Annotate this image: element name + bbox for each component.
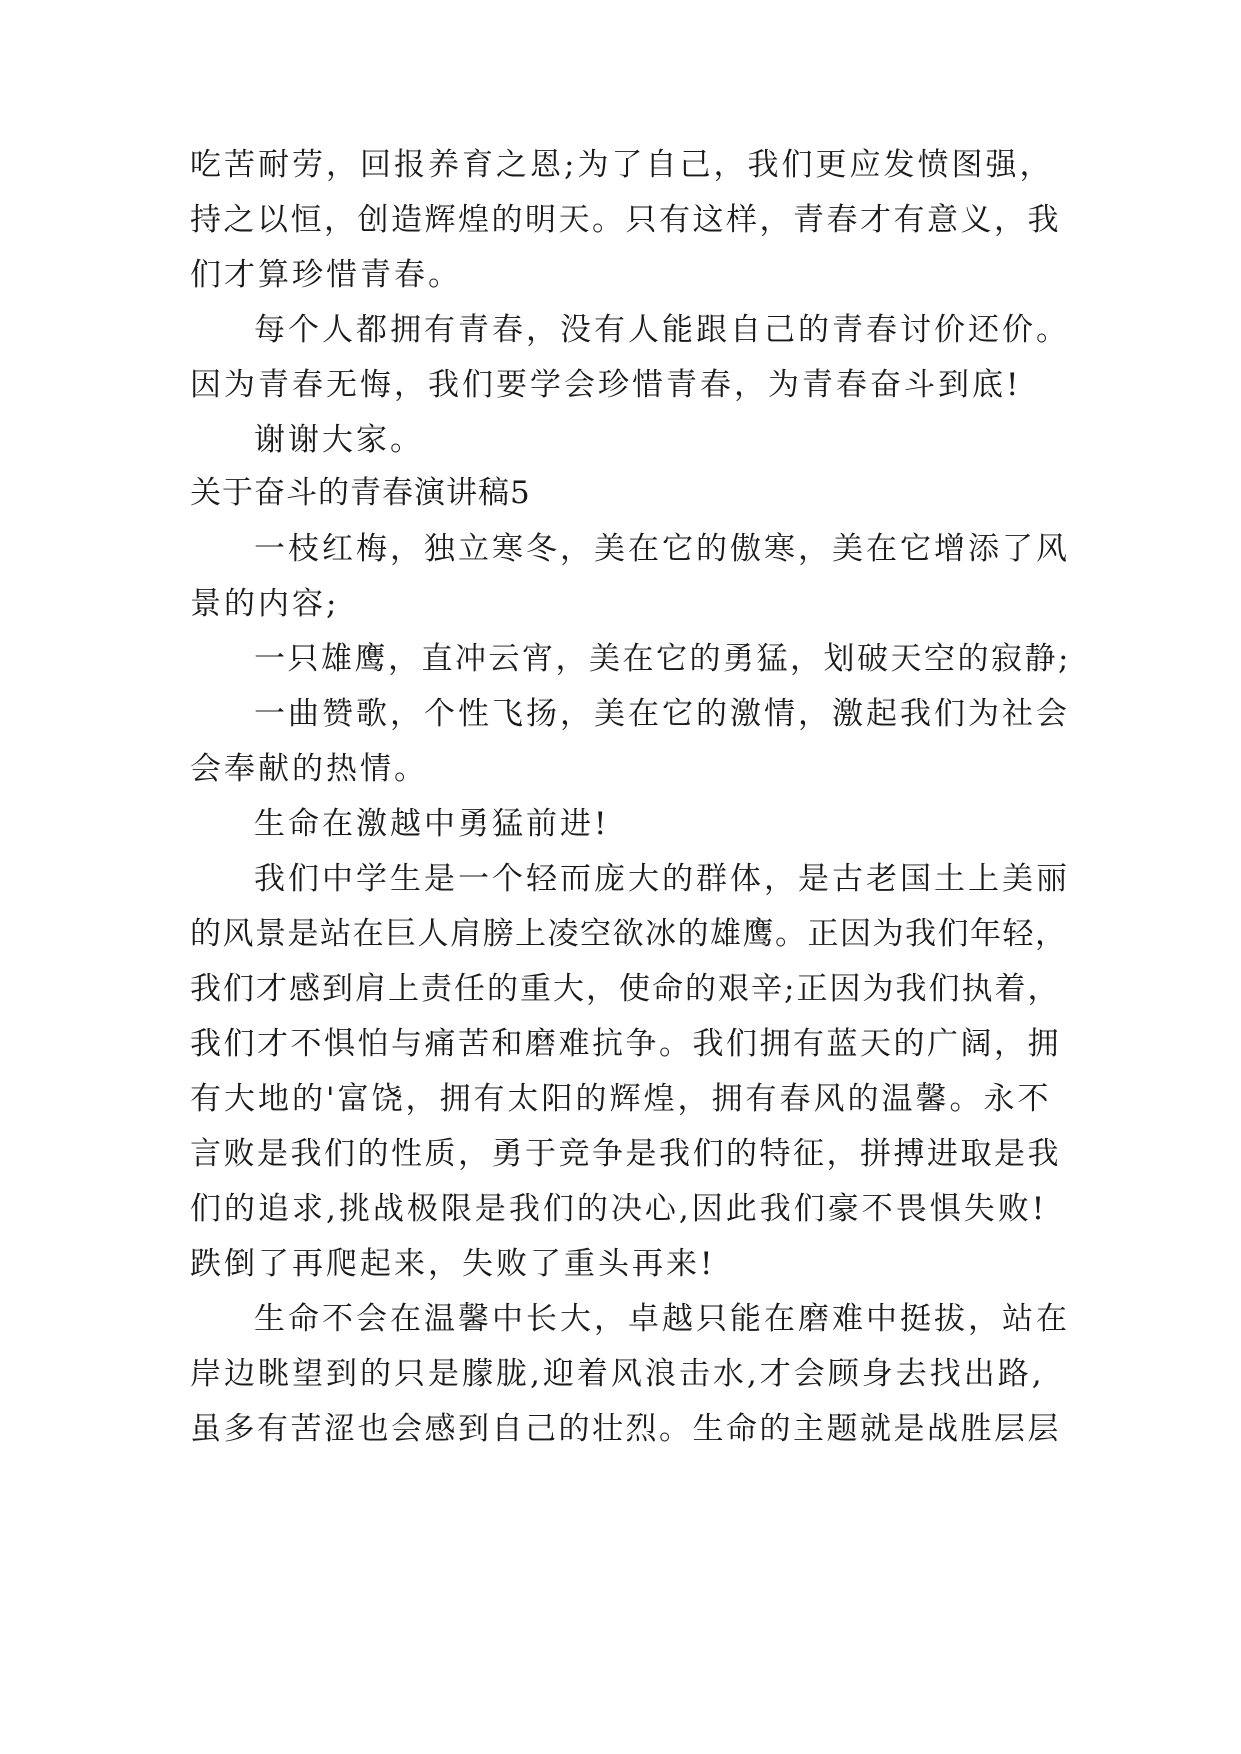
text-line: 会奉献的热情。 [190, 751, 428, 787]
paragraph-start-line: 生命在激越中勇猛前进! [254, 806, 610, 842]
text-line: 我们才感到肩上责任的重大，使命的艰辛;正因为我们执着， [190, 971, 1061, 1007]
paragraph-start-line: 一只雄鹰，直冲云宵，美在它的勇猛，划破天空的寂静; [254, 641, 1071, 677]
paragraph-start-line: 我们中学生是一个轻而庞大的群体，是古老国土上美丽 [254, 861, 1070, 897]
paragraph-start-line: 每个人都拥有青春，没有人能跟自己的青春讨价还价。 [254, 312, 1070, 348]
paragraph-start-line: 一枝红梅，独立寒冬，美在它的傲寒，美在它增添了风 [254, 531, 1070, 567]
text-line: 景的内容; [190, 586, 340, 622]
text-line: 因为青春无悔，我们要学会珍惜青春，为青春奋斗到底! [190, 367, 1022, 403]
text-line: 虽多有苦涩也会感到自己的壮烈。生命的主题就是战胜层层 [190, 1411, 1061, 1447]
paragraph-start-line: 一曲赞歌，个性飞扬，美在它的激情，激起我们为社会 [254, 696, 1070, 732]
text-line: 们的追求,挑战极限是我们的决心,因此我们豪不畏惧失败! [190, 1191, 1048, 1227]
text-line: 跌倒了再爬起来，失败了重头再来! [190, 1246, 716, 1282]
text-line: 的风景是站在巨人肩膀上凌空欲冰的雄鹰。正因为我们年轻， [190, 916, 1068, 952]
text-line: 吃苦耐劳，回报养育之恩;为了自己，我们更应发愤图强， [190, 147, 1054, 183]
text-line: 们才算珍惜青春。 [190, 257, 462, 293]
text-line: 有大地的'富饶，拥有太阳的辉煌，拥有春风的温馨。永不 [190, 1081, 1052, 1117]
text-line: 我们才不惧怕与痛苦和磨难抗争。我们拥有蓝天的广阔，拥 [190, 1026, 1061, 1062]
text-line: 言败是我们的性质，勇于竞争是我们的特征，拼搏进取是我 [190, 1136, 1061, 1172]
text-line: 岸边眺望到的只是朦胧,迎着风浪击水,才会顾身去找出路, [190, 1356, 1045, 1392]
text-line: 持之以恒，创造辉煌的明天。只有这样，青春才有意义，我 [190, 202, 1061, 238]
paragraph-start-line: 谢谢大家。 [254, 422, 424, 458]
paragraph-start-line: 生命不会在温馨中长大，卓越只能在磨难中挺拔，站在 [254, 1301, 1070, 1337]
section-heading: 关于奋斗的青春演讲稿5 [190, 475, 531, 511]
